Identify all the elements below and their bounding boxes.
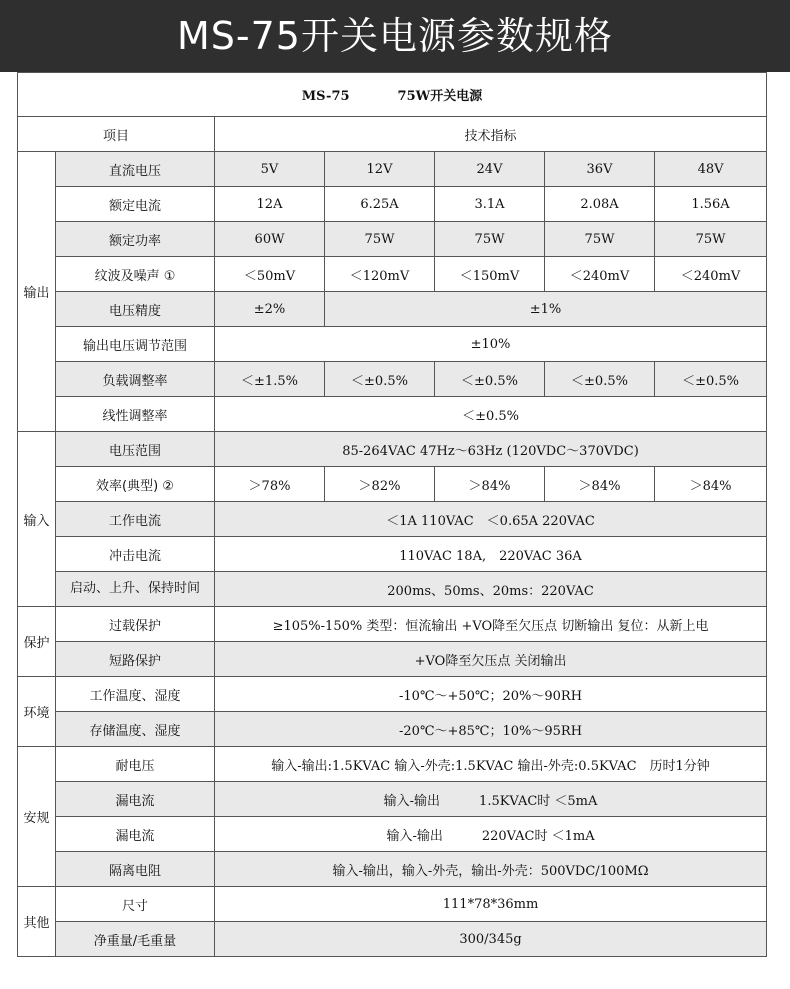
header-row — [18, 117, 767, 152]
model-cell — [18, 73, 767, 117]
value-cell: 12V — [325, 152, 435, 187]
category-env: 环境 — [18, 677, 56, 747]
value-cell: 300/345g — [215, 922, 767, 957]
row-weight — [18, 922, 767, 957]
value-cell: ＜±0.5% — [545, 362, 655, 397]
row-inrush — [18, 537, 767, 572]
row-timing — [18, 572, 767, 607]
value-cell: 输入-输出:1.5KVAC 输入-外壳:1.5KVAC 输出-外壳:0.5KVAC 历时1分钟 — [215, 747, 767, 782]
value-cell: ＜150mV — [435, 257, 545, 292]
value-cell: +VO降至欠压点 关闭输出 — [215, 642, 767, 677]
model-row — [18, 73, 767, 117]
category-other: 其他 — [18, 887, 56, 957]
value-cell: 12A — [215, 187, 325, 222]
value-cell: ＜50mV — [215, 257, 325, 292]
label-isolation: 隔离电阻 — [56, 852, 215, 887]
value-cell: ＜240mV — [655, 257, 767, 292]
label-inrush: 冲击电流 — [56, 537, 215, 572]
value-cell: ±2% — [215, 292, 325, 327]
value-cell: 输入-输出 220VAC时 ＜1mA — [215, 817, 767, 852]
label-load-reg: 负载调整率 — [56, 362, 215, 397]
row-voltage-range — [18, 432, 767, 467]
value-cell: -20℃～+85℃；10%～95RH — [215, 712, 767, 747]
value-cell: ＞78% — [215, 467, 325, 502]
row-short — [18, 642, 767, 677]
row-leak2 — [18, 817, 767, 852]
row-ripple — [18, 257, 767, 292]
value-cell: ＞84% — [545, 467, 655, 502]
category-input: 输入 — [18, 432, 56, 607]
label-adjust-range: 输出电压调节范围 — [56, 327, 215, 362]
label-rated-current: 额定电流 — [56, 187, 215, 222]
value-cell: -10℃～+50℃；20%～90RH — [215, 677, 767, 712]
value-cell: 2.08A — [545, 187, 655, 222]
row-rated-current — [18, 187, 767, 222]
value-cell: 输入-输出 1.5KVAC时 ＜5mA — [215, 782, 767, 817]
label-overload: 过载保护 — [56, 607, 215, 642]
row-efficiency — [18, 467, 767, 502]
value-cell: ＞82% — [325, 467, 435, 502]
category-output: 输出 — [18, 152, 56, 432]
model-name: 75W开关电源 — [397, 89, 483, 104]
row-line-reg — [18, 397, 767, 432]
value-cell: 24V — [435, 152, 545, 187]
value-cell: 75W — [325, 222, 435, 257]
value-cell: 3.1A — [435, 187, 545, 222]
row-work-current — [18, 502, 767, 537]
spec-table — [17, 72, 767, 957]
value-cell: ＜±0.5% — [655, 362, 767, 397]
value-cell: 85-264VAC 47Hz～63Hz (120VDC～370VDC) — [215, 432, 767, 467]
label-store-temp: 存储温度、湿度 — [56, 712, 215, 747]
value-cell: ＞84% — [435, 467, 545, 502]
header-spec: 技术指标 — [215, 117, 767, 152]
value-cell: ＜120mV — [325, 257, 435, 292]
value-cell: 75W — [655, 222, 767, 257]
value-cell: ＞84% — [655, 467, 767, 502]
row-work-temp — [18, 677, 767, 712]
label-line-reg: 线性调整率 — [56, 397, 215, 432]
label-rated-power: 额定功率 — [56, 222, 215, 257]
label-size: 尺寸 — [56, 887, 215, 922]
label-leak2: 漏电流 — [56, 817, 215, 852]
category-safety: 安规 — [18, 747, 56, 887]
row-leak1 — [18, 782, 767, 817]
label-short: 短路保护 — [56, 642, 215, 677]
value-cell: ＜1A 110VAC ＜0.65A 220VAC — [215, 502, 767, 537]
row-adjust-range — [18, 327, 767, 362]
row-rated-power — [18, 222, 767, 257]
category-protect: 保护 — [18, 607, 56, 677]
page-title: MS-75开关电源参数规格 — [0, 0, 790, 72]
value-cell: 5V — [215, 152, 325, 187]
label-voltage-range: 电压范围 — [56, 432, 215, 467]
value-cell: 110VAC 18A, 220VAC 36A — [215, 537, 767, 572]
value-cell: ＜±0.5% — [325, 362, 435, 397]
label-dc-voltage: 直流电压 — [56, 152, 215, 187]
label-efficiency: 效率(典型) ② — [56, 467, 215, 502]
value-cell: 75W — [435, 222, 545, 257]
label-accuracy: 电压精度 — [56, 292, 215, 327]
label-work-current: 工作电流 — [56, 502, 215, 537]
value-cell: 200ms、50ms、20ms：220VAC — [215, 572, 767, 607]
value-cell: 60W — [215, 222, 325, 257]
value-cell: ±10% — [215, 327, 767, 362]
header-item: 项目 — [18, 117, 215, 152]
label-ripple: 纹波及噪声 ① — [56, 257, 215, 292]
value-cell: ±1% — [325, 292, 767, 327]
label-withstand: 耐电压 — [56, 747, 215, 782]
label-work-temp: 工作温度、湿度 — [56, 677, 215, 712]
value-cell: ＜240mV — [545, 257, 655, 292]
row-load-reg — [18, 362, 767, 397]
value-cell: 输入-输出，输入-外壳，输出-外壳：500VDC/100MΩ — [215, 852, 767, 887]
value-cell: ＜±1.5% — [215, 362, 325, 397]
row-dc-voltage — [18, 152, 767, 187]
row-size — [18, 887, 767, 922]
value-cell: 75W — [545, 222, 655, 257]
value-cell: 111*78*36mm — [215, 887, 767, 922]
row-accuracy — [18, 292, 767, 327]
value-cell: 36V — [545, 152, 655, 187]
label-leak1: 漏电流 — [56, 782, 215, 817]
value-cell: ≥105%-150% 类型：恒流输出 +VO降至欠压点 切断输出 复位：从新上电 — [215, 607, 767, 642]
value-cell: ＜±0.5% — [215, 397, 767, 432]
value-cell: 6.25A — [325, 187, 435, 222]
row-isolation — [18, 852, 767, 887]
value-cell: ＜±0.5% — [435, 362, 545, 397]
row-overload — [18, 607, 767, 642]
row-store-temp — [18, 712, 767, 747]
label-timing: 启动、上升、保持时间 — [56, 572, 215, 607]
row-withstand — [18, 747, 767, 782]
label-weight: 净重量/毛重量 — [56, 922, 215, 957]
value-cell: 1.56A — [655, 187, 767, 222]
value-cell: 48V — [655, 152, 767, 187]
model-code: MS-75 — [301, 89, 350, 104]
